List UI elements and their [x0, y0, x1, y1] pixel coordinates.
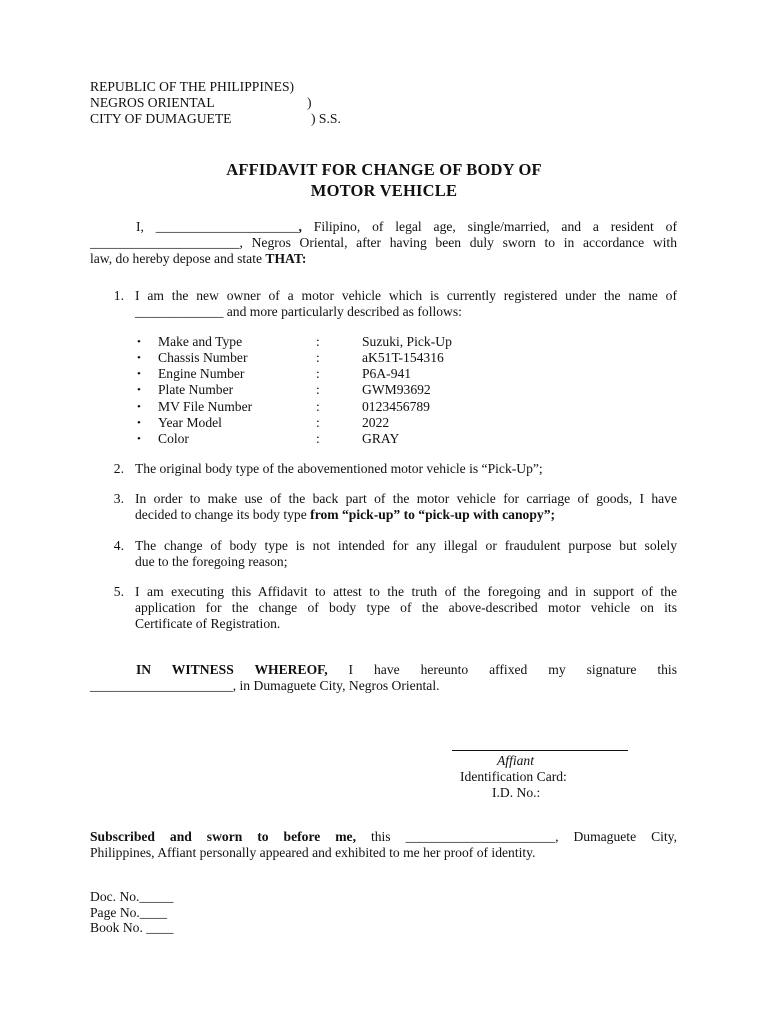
intro-line-1: [90, 219, 677, 235]
witness-line-2: [90, 678, 677, 694]
jurat-line-2: Philippines, Affiant personally appeared and exhibited to me her proof of identity.: [90, 845, 536, 860]
intro-line1-rest: Filipino, of legal age, single/married, and a resident of: [301, 219, 677, 234]
jurat-date-blank: ______________________: [405, 829, 556, 844]
vehicle-separator: :: [316, 366, 320, 381]
venue-republic: REPUBLIC OF THE PHILIPPINES): [90, 79, 295, 94]
bullet-icon: •: [137, 384, 141, 396]
jurat-bold: Subscribed and sworn to before me,: [90, 829, 356, 844]
residence-blank: ______________________: [90, 235, 240, 250]
book-number: Book No. ____: [90, 920, 174, 935]
vehicle-separator: :: [316, 399, 320, 414]
bullet-icon: •: [137, 368, 141, 380]
vehicle-value: aK51T-154316: [362, 350, 444, 365]
vehicle-value: 2022: [362, 415, 390, 430]
vehicle-label: Color: [158, 431, 189, 446]
witness-paragraph: [90, 662, 677, 694]
witness-line2-rest: , in Dumaguete City, Negros Oriental.: [232, 678, 440, 693]
vehicle-label: Make and Type: [158, 334, 243, 349]
item-1-line-2: _____________ and more particularly described as follows:: [135, 304, 462, 319]
vehicle-separator: :: [316, 350, 320, 365]
vehicle-separator: :: [316, 382, 320, 397]
venue-province: NEGROS ORIENTAL: [90, 95, 215, 110]
item-3-line2-start: decided to change its body type: [135, 507, 311, 522]
item-5-line-3: Certificate of Registration.: [135, 616, 281, 631]
vehicle-label: Engine Number: [158, 366, 245, 381]
page-number: Page No.____: [90, 905, 168, 920]
bullet-icon: •: [137, 401, 141, 413]
vehicle-value: GWM93692: [362, 382, 431, 397]
bullet-icon: •: [137, 417, 141, 429]
item-number-3: 3.: [113, 491, 124, 506]
intro-line-2: [90, 235, 677, 251]
vehicle-value: P6A-941: [362, 366, 412, 381]
item-3-line-2: [135, 507, 677, 523]
item-4-text: [135, 538, 677, 570]
vehicle-value: Suzuki, Pick-Up: [362, 334, 452, 349]
vehicle-label: Year Model: [158, 415, 222, 430]
item-2-text: [135, 461, 677, 477]
identification-card-label: Identification Card:: [460, 769, 567, 784]
intro-line2-rest: , Negros Oriental, after having been duly sworn to in accordance with: [239, 235, 677, 250]
item-5-text: [135, 584, 677, 632]
item-1-line-1: I am the new owner of a motor vehicle which is currently registered under the name of: [135, 288, 677, 303]
bullet-icon: •: [137, 433, 141, 445]
intro-paragraph: [90, 219, 677, 267]
affiant-caption: Affiant: [497, 753, 535, 768]
item-number-4: 4.: [113, 538, 124, 553]
vehicle-label: Plate Number: [158, 382, 234, 397]
vehicle-label: MV File Number: [158, 399, 253, 414]
intro-that: THAT:: [265, 251, 307, 266]
intro-line3-start: law, do hereby depose and state: [90, 251, 266, 266]
vehicle-separator: :: [316, 334, 320, 349]
item-3-text: [135, 491, 677, 523]
id-number-label: I.D. No.:: [492, 785, 541, 800]
venue-province-bracket: ): [307, 95, 312, 110]
item-number-5: 5.: [113, 584, 124, 599]
witness-line-1: [90, 662, 677, 678]
venue-ss: ) S.S.: [311, 111, 341, 126]
item-5-line-1: I am executing this Affidavit to attest to the truth of the foregoing and in support of the: [135, 584, 677, 599]
jurat-paragraph: [90, 829, 677, 861]
item-4-line-1: The change of body type is not intended for any illegal or fraudulent purpose but solely: [135, 538, 677, 553]
vehicle-separator: :: [316, 415, 320, 430]
witness-line1-rest: I have hereunto affixed my signature this: [327, 662, 677, 677]
vehicle-label: Chassis Number: [158, 350, 248, 365]
item-1-text: [135, 288, 677, 320]
vehicle-value: 0123456789: [362, 399, 430, 414]
jurat-line1-rest: , Dumaguete City,: [555, 829, 677, 844]
intro-i: I,: [136, 219, 144, 234]
body-change-bold: from “pick-up” to “pick-up with canopy”;: [310, 507, 556, 522]
witness-bold: IN WITNESS WHEREOF,: [136, 662, 328, 677]
affiant-name-blank: _____________________: [155, 219, 299, 234]
intro-comma: ,: [298, 219, 302, 234]
bullet-icon: •: [137, 336, 141, 348]
intro-line-3: [90, 251, 677, 267]
item-4-line-2: due to the foregoing reason;: [135, 554, 288, 569]
item-5-line-2: application for the change of body type of the above-described motor vehicle on its: [135, 600, 677, 615]
doc-number: Doc. No._____: [90, 889, 174, 904]
date-blank: _____________________: [90, 678, 233, 693]
jurat-line-1: [90, 829, 677, 845]
document-title-line1: AFFIDAVIT FOR CHANGE OF BODY OF: [226, 160, 542, 179]
venue-city: CITY OF DUMAGUETE: [90, 111, 232, 126]
jurat-this: this: [356, 829, 406, 844]
signature-line: [452, 750, 628, 751]
vehicle-value: GRAY: [362, 431, 400, 446]
bullet-icon: •: [137, 352, 141, 364]
item-number-2: 2.: [113, 461, 124, 476]
item-number-1: 1.: [113, 288, 124, 303]
vehicle-separator: :: [316, 431, 320, 446]
document-title-line2: MOTOR VEHICLE: [310, 181, 458, 200]
item-3-line-1: In order to make use of the back part of the motor vehicle for carriage of goods, I have: [135, 491, 677, 506]
item-2-line-1: The original body type of the abovementioned motor vehicle is “Pick-Up”;: [135, 461, 543, 476]
